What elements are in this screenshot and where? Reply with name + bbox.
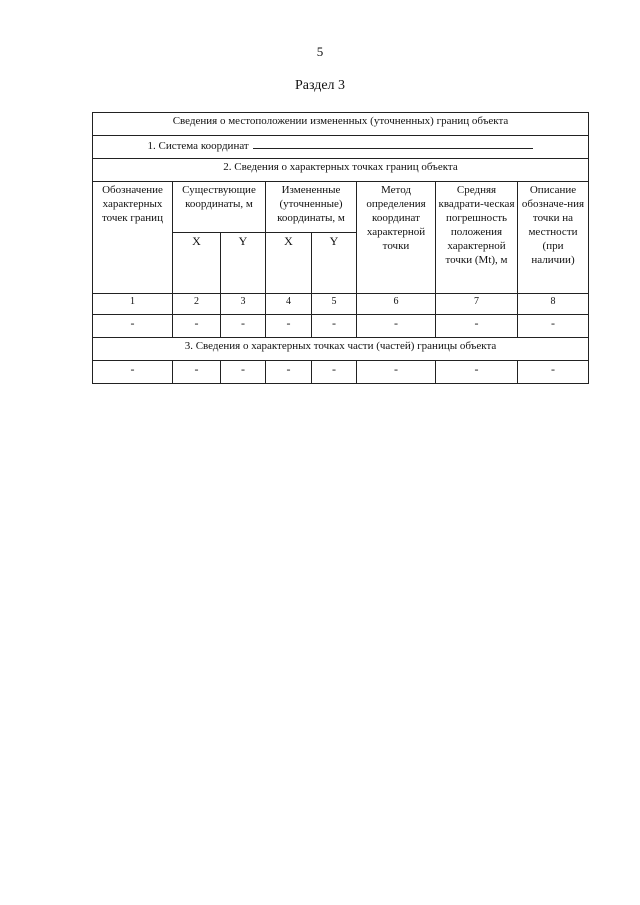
sub-col-y-existing: Y	[221, 233, 266, 294]
coord-system-label: 1. Система координат	[147, 140, 249, 152]
col-existing: Существующие координаты, м	[173, 182, 266, 233]
table-row	[93, 315, 589, 338]
column-number: 3	[221, 294, 266, 315]
column-number: 5	[312, 294, 357, 315]
table-cell: -	[312, 315, 357, 338]
table-cell: -	[266, 315, 312, 338]
column-number: 8	[518, 294, 589, 315]
column-number: 6	[357, 294, 436, 315]
table-caption: Сведения о местоположении измененных (уточненных) границ объекта	[93, 113, 589, 136]
col-method: Метод определения координат характерной точки	[357, 182, 436, 294]
table-cell: -	[266, 361, 312, 384]
table-cell: -	[518, 361, 589, 384]
table-cell: -	[93, 361, 173, 384]
table-row	[93, 361, 589, 384]
table-cell: -	[357, 361, 436, 384]
table-cell: -	[312, 361, 357, 384]
table-cell: -	[357, 315, 436, 338]
table-cell: -	[518, 315, 589, 338]
page-number: 5	[316, 44, 324, 59]
section-title: Раздел 3	[294, 78, 346, 93]
table-cell: -	[221, 315, 266, 338]
col-designation: Обозначение характерных точек границ	[93, 182, 173, 294]
points-header: 2. Сведения о характерных точках границ объекта	[93, 159, 589, 182]
boundary-table	[92, 112, 589, 384]
column-numbers-row	[93, 294, 589, 315]
table-cell: -	[221, 361, 266, 384]
sub-col-y-changed: Y	[312, 233, 357, 294]
parts-header: 3. Сведения о характерных точках части (частей) границы объекта	[93, 338, 589, 361]
sub-col-x-changed: X	[266, 233, 312, 294]
coord-system-blank	[253, 137, 533, 149]
col-description: Описание обозначе-ния точки на местности (при наличии)	[518, 182, 589, 294]
sub-col-x-existing: X	[173, 233, 221, 294]
table-cell: -	[436, 361, 518, 384]
table-cell: -	[173, 315, 221, 338]
coord-system-row	[93, 136, 589, 159]
col-accuracy: Средняя квадрати-ческая погрешность положения характерной точки (Mt), м	[436, 182, 518, 294]
table-cell: -	[436, 315, 518, 338]
table-cell: -	[93, 315, 173, 338]
column-number: 1	[93, 294, 173, 315]
table-cell: -	[173, 361, 221, 384]
col-changed: Измененные (уточненные) координаты, м	[266, 182, 357, 233]
column-number: 7	[436, 294, 518, 315]
column-number: 4	[266, 294, 312, 315]
column-number: 2	[173, 294, 221, 315]
